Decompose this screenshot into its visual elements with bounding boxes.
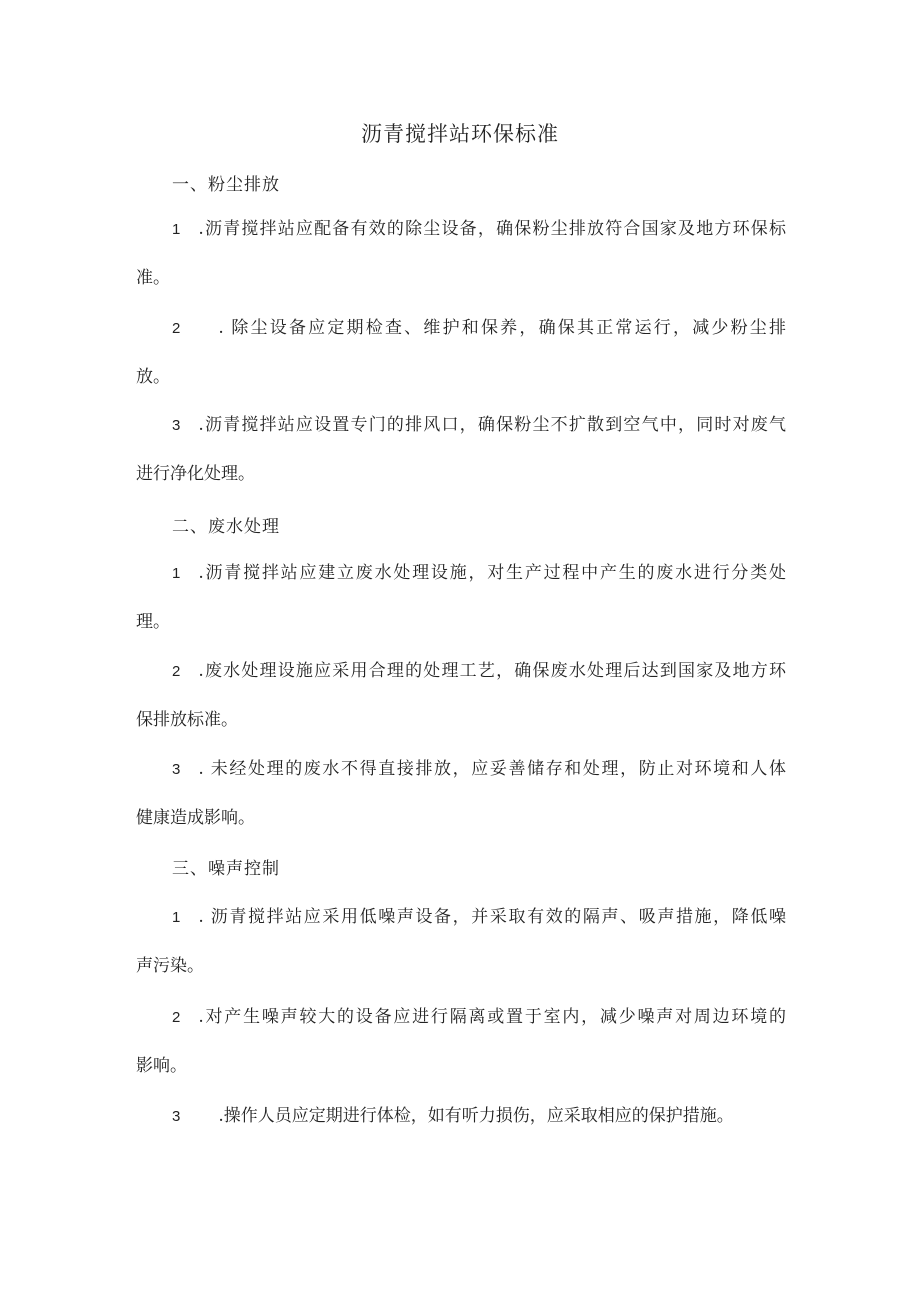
item-number: 1 [172,565,181,582]
paragraph-dust-1 [136,214,786,312]
item-number: 1 [172,221,181,238]
item-number: 2 [172,320,181,337]
paragraph-wastewater-3 [136,754,786,852]
paragraph-line: 准。 [136,268,170,288]
paragraph-line: 声污染。 [136,956,204,976]
paragraph-line: 保排放标准。 [136,710,238,730]
item-number: 3 [172,417,181,434]
item-number: 2 [172,663,181,680]
item-text: .沥青搅拌站应设置专门的排风口，确保粉尘不扩散到空气中，同时对废气 [198,415,786,435]
paragraph-line [136,558,786,607]
section-heading-wastewater: 二、废水处理 [172,517,280,537]
paragraph-noise-2 [136,1002,786,1100]
paragraph-line: 影响。 [136,1056,187,1076]
paragraph-noise-3 [136,1101,786,1150]
item-text: .沥青搅拌站应建立废水处理设施，对生产过程中产生的废水进行分类处 [198,563,786,583]
item-number: 3 [172,761,181,778]
paragraph-wastewater-1 [136,558,786,656]
item-text: . 沥青搅拌站应采用低噪声设备，并采取有效的隔声、吸声措施，降低噪 [198,907,786,927]
paragraph-dust-2 [136,313,786,411]
item-text: .操作人员应定期进行体检，如有听力损伤，应采取相应的保护措施。 [218,1106,734,1126]
paragraph-line [136,754,786,803]
item-text: . 除尘设备应定期检查、维护和保养，确保其正常运行，减少粉尘排 [218,318,786,338]
item-number: 3 [172,1108,181,1125]
item-text: .沥青搅拌站应配备有效的除尘设备，确保粉尘排放符合国家及地方环保标 [198,219,786,239]
paragraph-line: 进行净化处理。 [136,464,255,484]
paragraph-line [136,902,786,951]
section-heading-dust: 一、粉尘排放 [172,175,280,195]
paragraph-line [136,1002,786,1051]
item-text: . 未经处理的废水不得直接排放，应妥善储存和处理，防止对环境和人体 [198,759,786,779]
paragraph-line [136,410,786,459]
paragraph-line: 放。 [136,367,170,387]
paragraph-line [136,1101,786,1150]
paragraph-line [136,656,786,705]
item-number: 1 [172,909,181,926]
paragraph-dust-3 [136,410,786,508]
item-number: 2 [172,1009,181,1026]
section-heading-noise: 三、噪声控制 [172,859,280,879]
item-text: .对产生噪声较大的设备应进行隔离或置于室内，减少噪声对周边环境的 [198,1007,786,1027]
document-title: 沥青搅拌站环保标准 [361,122,559,146]
paragraph-line [136,214,786,263]
paragraph-line: 理。 [136,612,170,632]
paragraph-wastewater-2 [136,656,786,754]
paragraph-noise-1 [136,902,786,1000]
paragraph-line: 健康造成影响。 [136,808,255,828]
paragraph-line [136,313,786,362]
item-text: .废水处理设施应采用合理的处理工艺，确保废水处理后达到国家及地方环 [198,661,786,681]
